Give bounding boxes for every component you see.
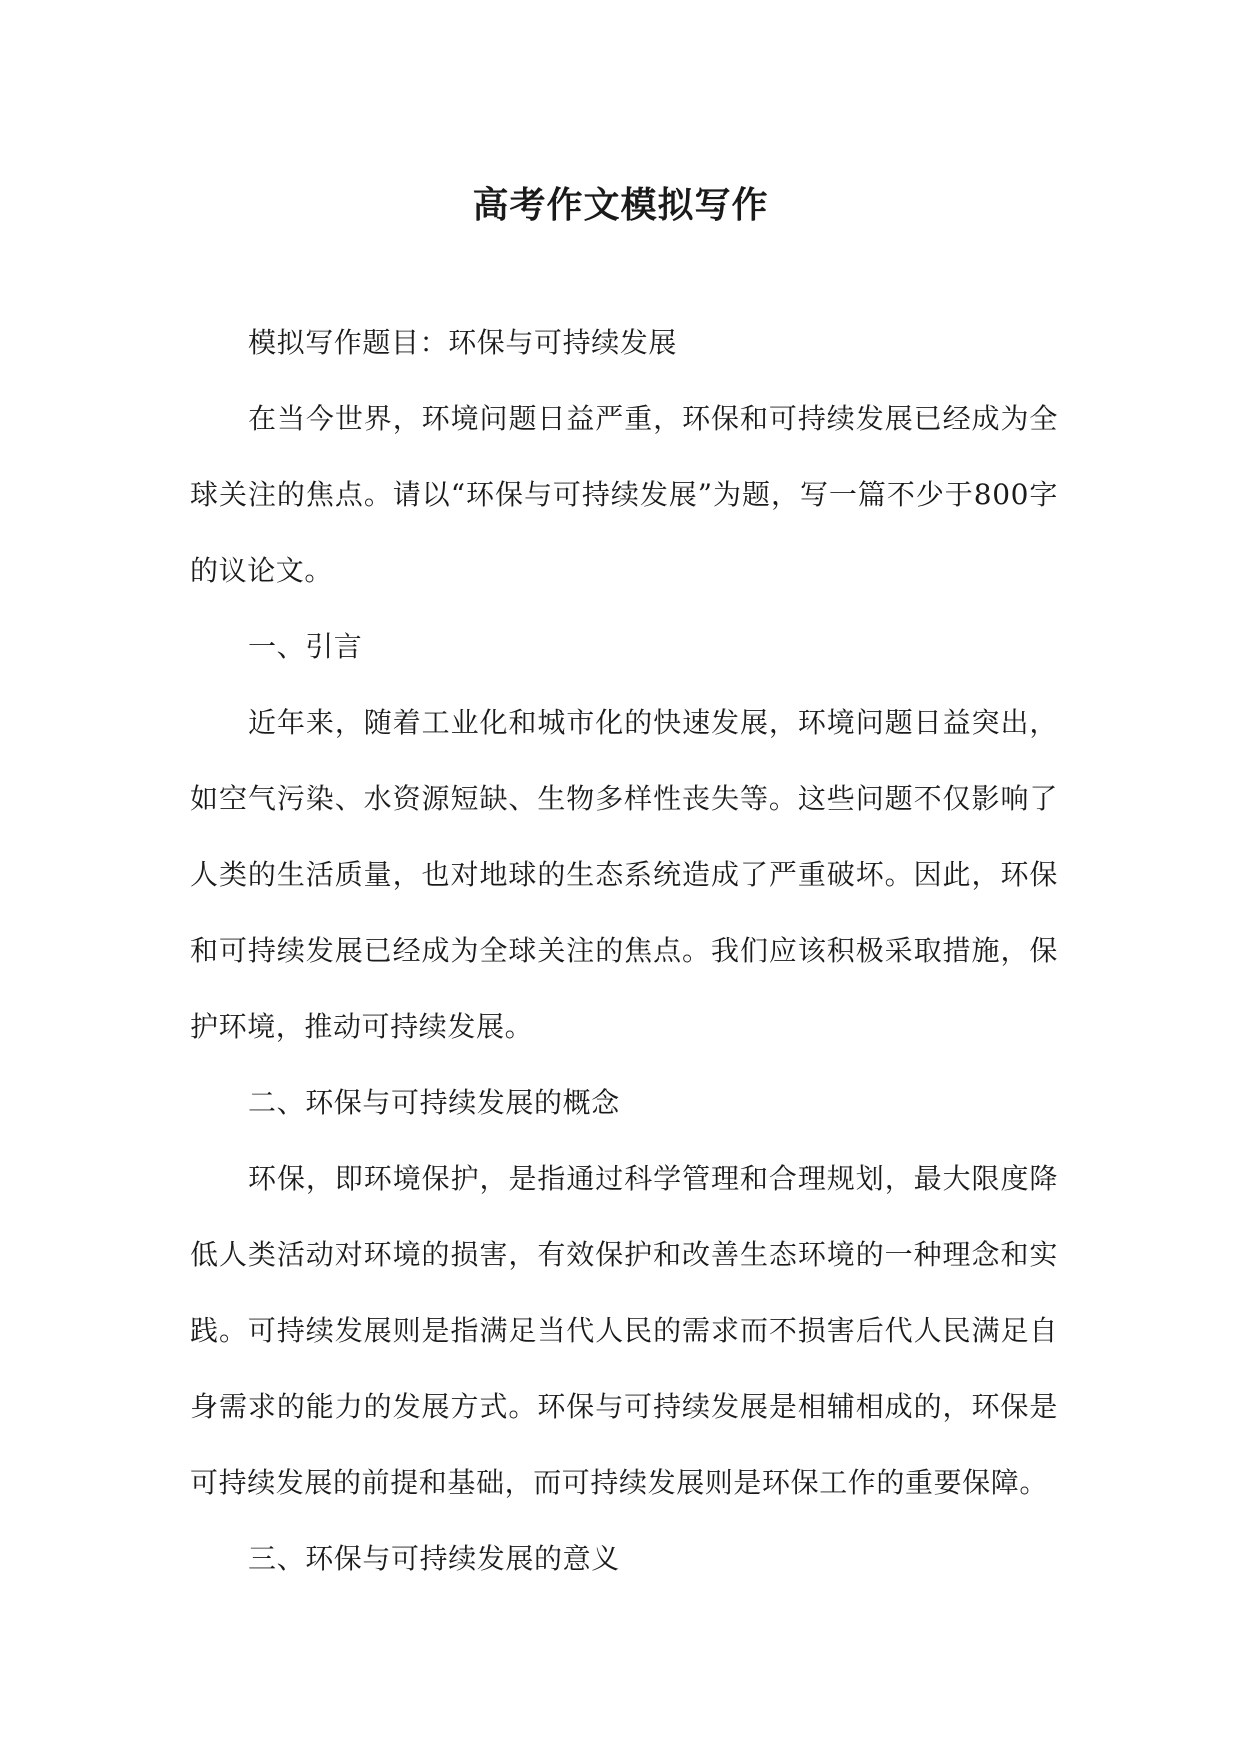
section-heading-concept: 二、环保与可持续发展的概念 [248, 1086, 620, 1119]
section-heading-significance: 三、环保与可持续发展的意义 [248, 1542, 620, 1575]
section-heading-introduction: 一、引言 [248, 630, 363, 663]
essay-topic: 模拟写作题目：环保与可持续发展 [248, 326, 678, 359]
document-body [190, 305, 1058, 1597]
document-title: 高考作文模拟写作 [472, 184, 769, 226]
introduction-paragraph: 近年来，随着工业化和城市化的快速发展，环境问题日益突出，如空气污染、水资源短缺、生物多样性丧失等。这些问题不仅影响了人类的生活质量，也对地球的生态系统造成了严重破坏。因此，环保和可持续发展已经成为全球关注的焦点。我们应该积极采取措施，保护环境，推动可持续发展。 [190, 706, 1058, 1043]
essay-prompt: 在当今世界，环境问题日益严重，环保和可持续发展已经成为全球关注的焦点。请以“环保与可持续发展”为题，写一篇不少于800字的议论文。 [190, 402, 1058, 587]
concept-paragraph: 环保，即环境保护，是指通过科学管理和合理规划，最大限度降低人类活动对环境的损害，有效保护和改善生态环境的一种理念和实践。可持续发展则是指满足当代人民的需求而不损害后代人民满足自身需求的能力的发展方式。环保与可持续发展是相辅相成的，环保是可持续发展的前提和基础，而可持续发展则是环保工作的重要保障。 [190, 1162, 1058, 1499]
